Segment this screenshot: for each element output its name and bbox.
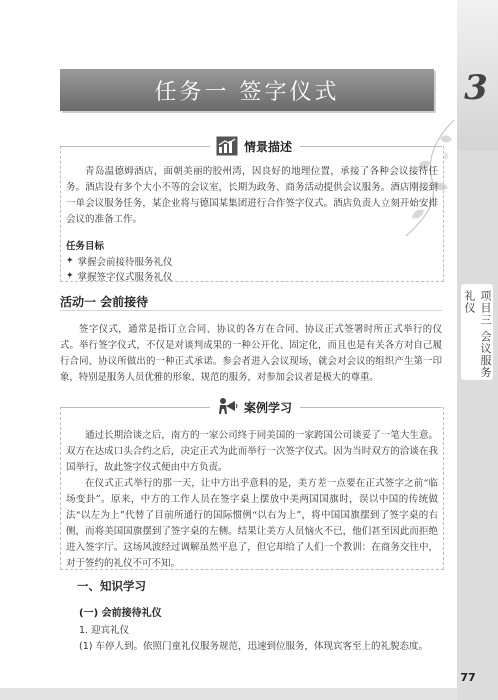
- task-title: 任务一 签字仪式: [154, 79, 340, 105]
- star-bullet-icon: ✦: [66, 271, 74, 281]
- sub-heading: (一) 会前接待礼仪: [79, 608, 162, 619]
- chapter-number: 3: [464, 68, 488, 108]
- case-paragraph: 在仪式正式举行的那一天，让中方出乎意料的是，美方差一点要在正式签字之前“临场变卦”。原来，中方的工作人员在签字桌上摆放中美两国国旗时，误以中国的传统做法“以左为上”代替了目前所通行的国际惯例“以右为上”，将中国国旗摆到了签字桌的右侧，而将美国国旗摆到了签字桌的左侧。结果让美方人员恼火不已，他们甚至因此而拒绝进入签字厅。这场风波经过调解虽然平息了，但它却给了人们一个教训：在商务交往中，对于签约的礼仪不可不知。: [66, 478, 438, 569]
- task-title-banner: [60, 69, 434, 111]
- side-tab: [461, 284, 493, 380]
- goal-item-text: 掌握签字仪式服务礼仪: [77, 272, 173, 283]
- intro-paragraph: 签字仪式，通常是指订立合同、协议的各方在合同、协议正式签署时所正式举行的仪式。举行签字仪式，不仅是对谈判成果的一种公开化、固定化，而且也是有关各方对自己履行合同、协议所做出的一种正式承诺。参会者进入会议现场，就会对会议的组织产生第一印象，特别是服务人员优雅的形象、规范的服务，对参加会议者是极大的尊重。: [60, 324, 442, 383]
- knowledge-heading: 一、知识学习: [77, 579, 146, 593]
- case-title: 案例学习: [244, 400, 293, 415]
- item-text: (1) 车停人到。依照门童礼仪服务规范，迅速到位服务，体现宾客至上的礼貌态度。: [79, 641, 428, 652]
- scenario-title: 情景描述: [244, 139, 293, 154]
- case-paragraph: 通过长期洽谈之后，南方的一家公司终于同美国的一家跨国公司谈妥了一笔大生意。双方在达成口头合约之后，决定正式为此而举行一次签字仪式。因为当时双方的洽谈在我国举行，故此签字仪式便由中方负责。: [66, 430, 438, 473]
- side-tab-label: 项目三 会议服务礼仪: [463, 290, 492, 379]
- scenario-paragraph: 青岛温德姆酒店，面朝美丽的胶州湾，因良好的地理位置，承接了各种会议接待任务。酒店设有多个大小不等的会议室，长期为政务、商务活动提供会议服务。酒店刚接到一单会议服务任务，某企业将与德国某集团进行合作签字仪式。酒店负责人立刻开始安排会议的准备工作。: [66, 166, 438, 225]
- goal-item: [66, 254, 173, 268]
- bottom-bar: [0, 688, 457, 700]
- activity-title: 活动一 会前接待: [60, 295, 149, 309]
- item-heading: 1. 迎宾礼仪: [79, 625, 130, 636]
- page-number: 77: [460, 671, 476, 684]
- activity-rule: [60, 310, 442, 311]
- star-bullet-icon: ✦: [66, 256, 74, 266]
- goals-title: 任务目标: [66, 241, 105, 252]
- goal-item: [66, 269, 173, 283]
- goal-item-text: 掌握会前接待服务礼仪: [77, 257, 173, 268]
